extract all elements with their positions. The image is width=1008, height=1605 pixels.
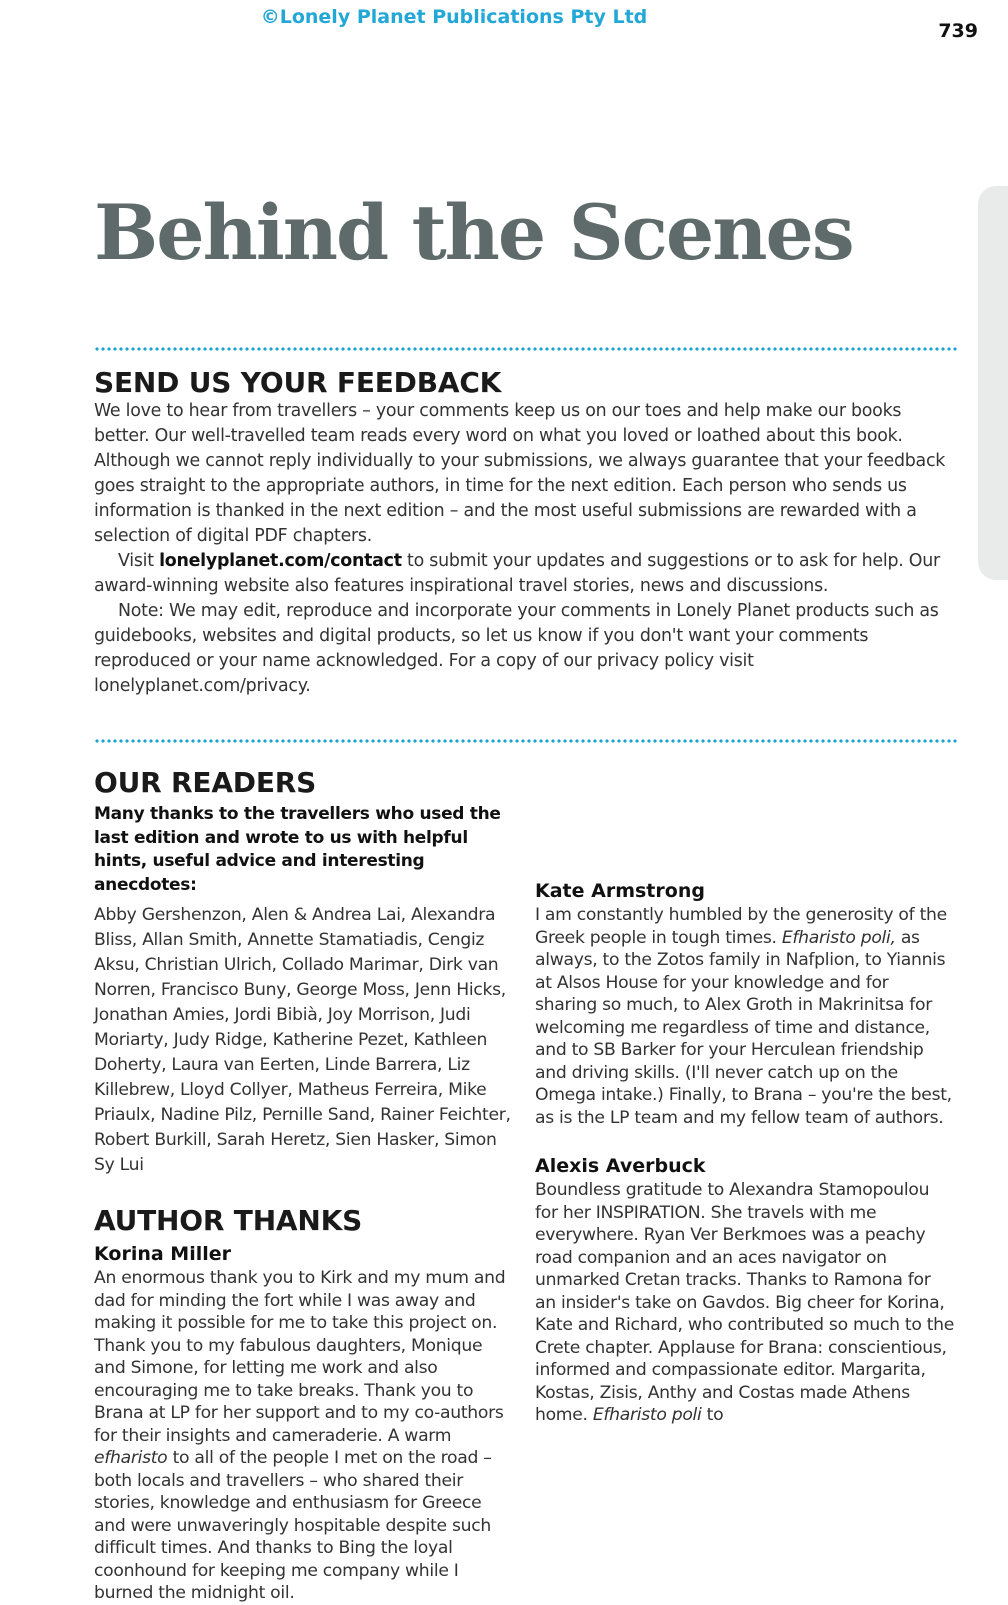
contact-prefix: Visit — [118, 551, 160, 571]
contact-suffix: to submit your updates and suggestions or to ask for help. Our award-winning website also features inspirational travel stories, news and discussions. — [94, 551, 940, 596]
page-title: Behind the Scenes — [94, 188, 853, 277]
author-name-kate: Kate Armstrong — [535, 880, 705, 902]
author-name-korina: Korina Miller — [94, 1243, 231, 1265]
author-name-alexis: Alexis Averbuck — [535, 1155, 706, 1177]
korina-text-a: An enormous thank you to Kirk and my mum and dad for minding the fort while I was away and making it possible for me to take this project on. Thank you to my fabulous daughters, Monique and Simone, for letting me work and also encouraging me to take breaks. Thank you to Brana at LP for her support and to my co-authors for their insights and cameraderie. A warm — [94, 1268, 506, 1446]
dotted-divider — [94, 347, 958, 351]
privacy-paragraph: Note: We may edit, reproduce and incorporate your comments in Lonely Planet products such as guidebooks, websites and digital products, so let us know if you don't want your comments reproduced or your name acknowledged. For a copy of our privacy policy visit lonelyplanet.com/privacy. — [94, 601, 939, 696]
readers-heading: OUR READERS — [94, 766, 317, 799]
right-column — [535, 768, 955, 1427]
korina-text-b: to all of the people I met on the road – both locals and travellers – who shared their stories, knowledge and enthusiasm for Greece and were unwaveringly hospitable despite such difficult times. And thanks to Bing the loyal coonhound for keeping me company while I burned the midnight oil. — [94, 1448, 492, 1603]
feedback-section — [94, 366, 960, 699]
feedback-heading: SEND US YOUR FEEDBACK — [94, 366, 502, 399]
author-thanks-text — [535, 1179, 955, 1427]
kate-text-b: as always, to the Zotos family in Nafplion, to Yiannis at Alsos House for your knowledge and for sharing so much, to Alex Groth in Makrinitsa for welcoming me regardless of time and distance, and to SB Barker for your Herculean friendship and driving skills. (I'll never catch up on the Omega intake.) Finally, to Brana – you're the best, as is the LP team and my fellow team of authors. — [535, 927, 952, 1128]
author-thanks-text — [535, 904, 955, 1129]
feedback-contact-paragraph — [94, 549, 960, 599]
alexis-text-a: Boundless gratitude to Alexandra Stamopoulou for her INSPIRATION. She travels with me everywhere. Ryan Ver Berkmoes was a peachy road companion and an aces navigator on unmarked Cretan tracks. Thanks to Ramona for an insider's take on Gavdos. Big cheer for Korina, Kate and Richard, who contributed so much to the Crete chapter. Applause for Brana: conscientious, informed and compassionate editor. Margarita, Kostas, Zisis, Anthy and Costas made Athens home. — [535, 1180, 955, 1425]
contact-link[interactable]: lonelyplanet.com/contact — [159, 551, 402, 571]
page-number: 739 — [938, 20, 978, 42]
alexis-text-b: to — [701, 1405, 724, 1425]
dotted-divider — [94, 739, 958, 743]
readers-intro: Many thanks to the travellers who used the last edition and wrote to us with helpful hints, useful advice and interesting anecdotes: — [94, 804, 501, 895]
kate-text-em: Efharisto poli, — [781, 927, 896, 948]
korina-text-em: efharisto — [94, 1448, 168, 1468]
copyright-notice: ©Lonely Planet Publications Pty Ltd — [260, 6, 648, 28]
chapter-side-tab — [978, 186, 1008, 580]
kate-text-a: I am constantly humbled by the generosity of the Greek people in tough times. — [535, 905, 947, 948]
readers-names: Abby Gershenzon, Alen & Andrea Lai, Alexandra Bliss, Allan Smith, Annette Stamatiadis, Cengiz Aksu, Christian Ulrich, Collado Marimar, Dirk van Norren, Francisco Buny, George Moss, Jenn Hicks, Jonathan Amies, Jordi Bibià, Joy Morrison, Judi Moriarty, Judy Ridge, Katherine Pezet, Kathleen Doherty, Laura van Eerten, Linde Barrera, Liz Killebrew, Lloyd Collyer, Matheus Ferreira, Mike Priaulx, Nadine Pilz, Pernille Sand, Rainer Feichter, Robert Burkill, Sarah Heretz, Sien Hasker, Simon Sy Lui — [94, 905, 511, 1175]
author-thanks-heading: AUTHOR THANKS — [94, 1204, 363, 1237]
feedback-paragraph: We love to hear from travellers – your comments keep us on our toes and help make our books better. Our well-travelled team reads every word on what you loved or loathed about this book. Although we cannot reply individually to your submissions, we always guarantee that your feedback goes straight to the appropriate authors, in time for the next edition. Each person who sends us information is thanked in the next edition – and the most useful submissions are rewarded with a selection of digital PDF chapters. — [94, 401, 946, 546]
author-thanks-text — [94, 1267, 514, 1605]
alexis-text-em: Efharisto poli — [592, 1405, 702, 1425]
left-column — [94, 766, 514, 1605]
